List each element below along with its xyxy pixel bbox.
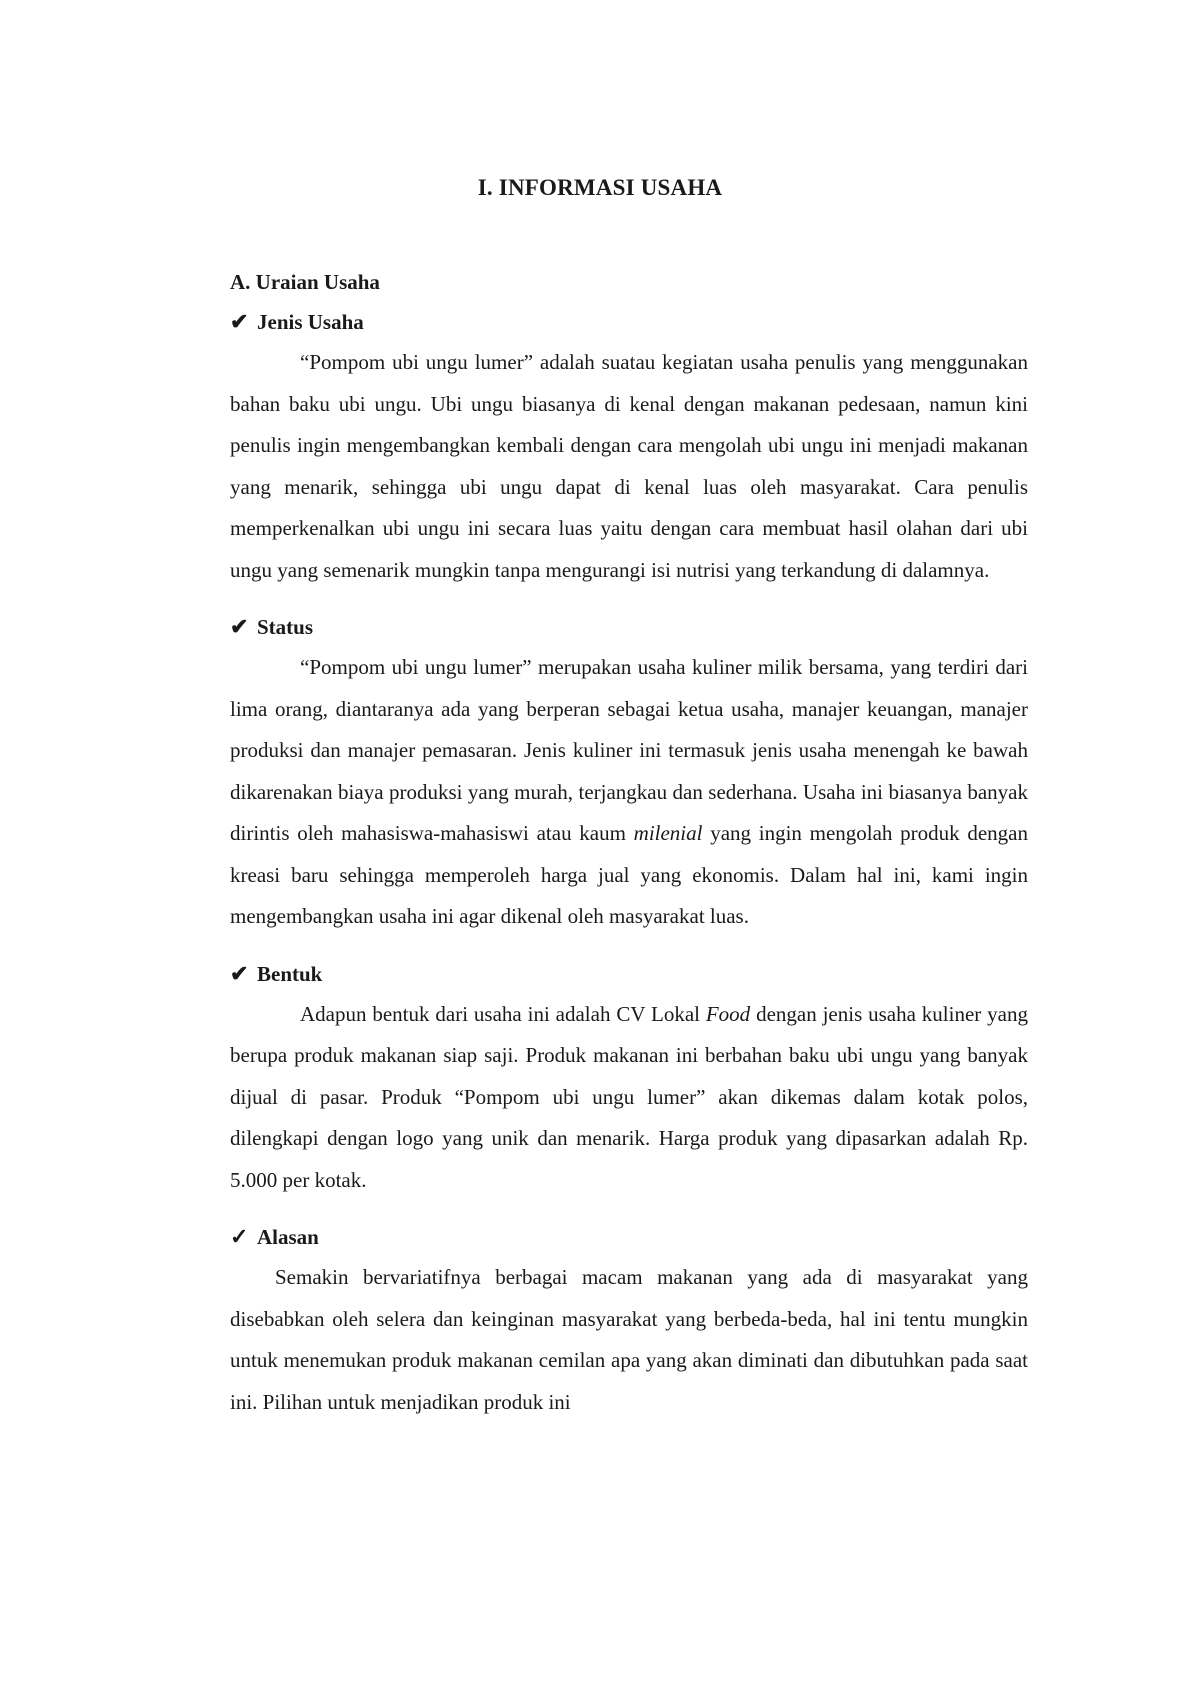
page-title: I. INFORMASI USAHA <box>477 175 723 200</box>
subsection-title-status: Status <box>257 615 314 639</box>
paragraph-bentuk-text-2: dengan jenis usaha kuliner yang berupa produk makanan siap saji. Produk makanan ini berbahan baku ubi ungu yang banyak dijual di pasar. Produk “Pompom ubi ungu lumer” akan dikemas dalam kotak polos, dilengkapi dengan logo yang unik dan menarik. Harga produk yang dipasarkan adalah Rp. 5.000 per kotak. <box>230 1001 1028 1192</box>
paragraph-status-text-1: “Pompom ubi ungu lumer” merupakan usaha kuliner milik bersama, yang terdiri dari lima orang, diantaranya ada yang berperan sebagai ketua usaha, manajer keuangan, manajer produksi dan manajer pemasaran. Jenis kuliner ini termasuk jenis usaha menengah ke bawah dikarenakan biaya produksi yang murah, terjangkau dan sederhana. Usaha ini biasanya banyak dirintis oleh mahasiswa-mahasiswi atau kaum <box>230 655 1028 845</box>
section-heading-uraian-usaha: A. Uraian Usaha <box>230 270 380 294</box>
paragraph-alasan: Semakin bervariatifnya berbagai macam makanan yang ada di masyarakat yang disebabkan oleh selera dan keinginan masyarakat yang berbeda-beda, hal ini tentu mungkin untuk menemukan produk makanan cemilan apa yang akan diminati dan dibutuhkan pada saat ini. Pilihan untuk menjadikan produk ini <box>230 1265 1028 1414</box>
subsection-heading-status <box>230 607 1028 647</box>
paragraph-status <box>230 647 1028 938</box>
paragraph-bentuk-italic: Food <box>705 1001 751 1026</box>
checkmark-icon: ✓ <box>230 1224 249 1249</box>
paragraph-bentuk-text-1: Adapun bentuk dari usaha ini adalah CV Lokal <box>300 1001 706 1026</box>
paragraph-jenis-usaha: “Pompom ubi ungu lumer” adalah suatau kegiatan usaha penulis yang menggunakan bahan baku ubi ungu. Ubi ungu biasanya di kenal dengan makanan pedesaan, namun kini penulis ingin mengembangkan kembali dengan cara mengolah ubi ungu ini menjadi makanan yang menarik, sehingga ubi ungu dapat di kenal luas oleh masyarakat. Cara penulis memperkenalkan ubi ungu ini secara luas yaitu dengan cara membuat hasil olahan dari ubi ungu yang semenarik mungkin tanpa mengurangi isi nutrisi yang terkandung di dalamnya. <box>230 350 1028 582</box>
subsection-heading-alasan <box>230 1217 1028 1257</box>
checkmark-icon: ✔ <box>230 960 249 986</box>
subsection-title-bentuk: Bentuk <box>257 961 323 986</box>
subsection-heading-jenis-usaha <box>230 302 1028 342</box>
subsection-title-alasan: Alasan <box>257 1225 319 1249</box>
subsection-title-jenis-usaha: Jenis Usaha <box>257 310 364 334</box>
spacer <box>230 938 1028 954</box>
paragraph-status-text-2: yang ingin mengolah produk dengan kreasi baru sehingga memperoleh harga jual yang ekonomis. Dalam hal ini, kami ingin mengembangkan usaha ini agar dikenal oleh masyarakat luas. <box>230 821 1028 928</box>
spacer <box>230 1201 1028 1217</box>
paragraph-status-italic: milenial <box>633 821 703 845</box>
spacer <box>230 591 1028 607</box>
subsection-heading-bentuk <box>230 954 1028 994</box>
section-uraian-usaha <box>230 262 1028 1423</box>
paragraph-bentuk <box>230 994 1028 1202</box>
checkmark-icon: ✔ <box>230 614 249 639</box>
checkmark-icon: ✔ <box>230 309 249 334</box>
